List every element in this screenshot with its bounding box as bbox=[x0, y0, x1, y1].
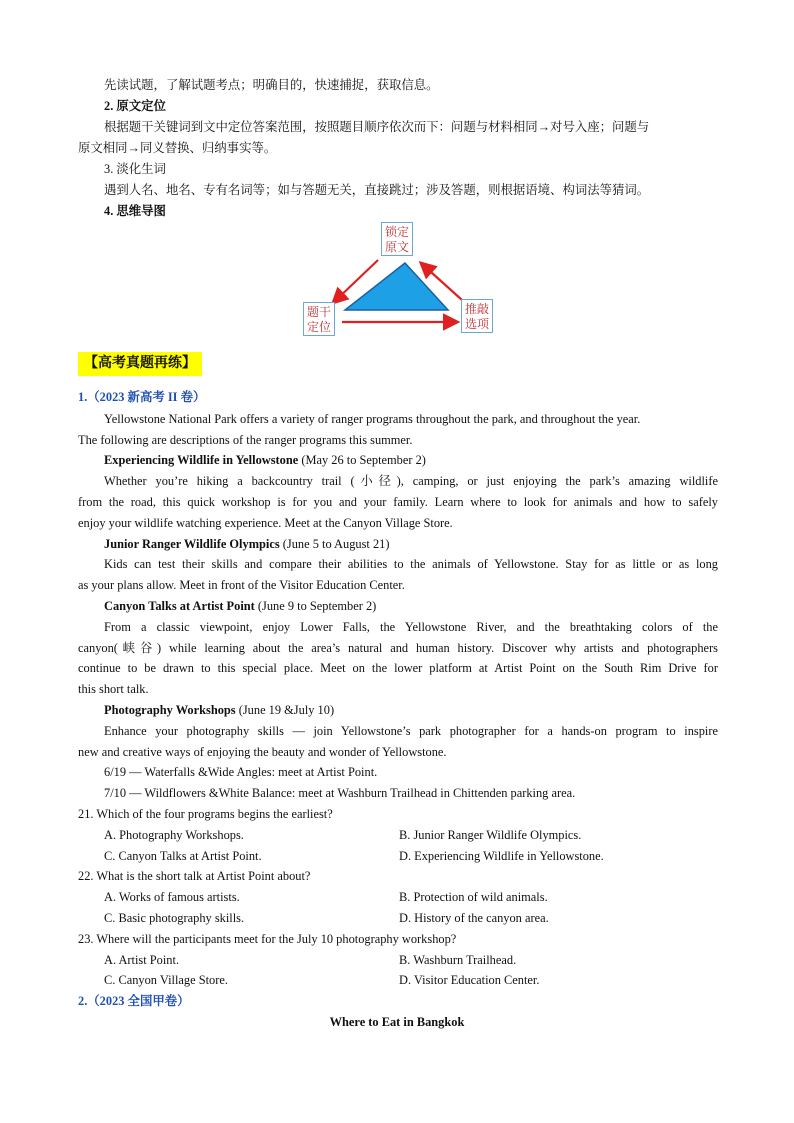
passage-title: Where to Eat in Bangkok bbox=[329, 1015, 465, 1029]
wildlife-line-1: Whether you’re hiking a backcountry trail (小径), camping, or just enjoying the park’s amazing wildlife bbox=[104, 474, 718, 488]
option-22-d: D. History of the canyon area. bbox=[399, 911, 549, 925]
question-22: 22. What is the short talk at Artist Point about? bbox=[78, 869, 311, 883]
intro-paragraph-3: 遇到人名、地名、专有名词等；如与答题无关，直接跳过；涉及答题，则根据语境、构词法等猜词。 bbox=[104, 183, 650, 197]
mind-map-triangle bbox=[345, 263, 448, 310]
node-text-line: 选项 bbox=[464, 317, 489, 331]
program-title: Photography Workshops bbox=[104, 703, 236, 717]
program-heading-wildlife bbox=[104, 452, 426, 469]
option-23-a: A. Artist Point. bbox=[104, 953, 180, 967]
mind-map-node-stem-locate bbox=[303, 302, 335, 336]
option-23-d: D. Visitor Education Center. bbox=[399, 973, 540, 987]
question-label-1: 1.（2023 新高考 II 卷） bbox=[78, 390, 206, 404]
heading-mind-map: 4. 思维导图 bbox=[104, 204, 166, 218]
olympics-line-2: as your plans allow. Meet in front of the Visitor Education Center. bbox=[78, 578, 405, 592]
heading-source-location: 2. 原文定位 bbox=[104, 99, 166, 113]
program-title: Experiencing Wildlife in Yellowstone bbox=[104, 453, 299, 467]
node-text-line: 推敲 bbox=[464, 302, 489, 316]
mind-map-node-locate-source bbox=[381, 222, 413, 256]
q1-intro-line-1: Yellowstone National Park offers a variety of ranger programs throughout the park, and throughout the year. bbox=[104, 412, 641, 426]
program-title: Junior Ranger Wildlife Olympics bbox=[104, 537, 280, 551]
photography-line-2: new and creative ways of enjoying the beauty and wonder of Yellowstone. bbox=[78, 745, 447, 759]
program-date: (June 19 &July 10) bbox=[235, 703, 335, 717]
node-text-line: 定位 bbox=[306, 320, 331, 334]
q1-intro-line-2: The following are descriptions of the ranger programs this summer. bbox=[78, 433, 413, 447]
canyon-line-2: canyon(峡谷) while learning about the area’s natural and human history. Discover why artists and photographers bbox=[78, 641, 718, 655]
program-date: (June 9 to September 2) bbox=[254, 599, 377, 613]
heading-fade-new-words: 3. 淡化生词 bbox=[104, 162, 166, 176]
option-22-a: A. Works of famous artists. bbox=[104, 890, 240, 904]
question-21: 21. Which of the four programs begins the earliest? bbox=[78, 807, 333, 821]
section-banner: 【高考真题再练】 bbox=[78, 352, 202, 376]
node-text-line: 题干 bbox=[306, 305, 331, 319]
option-23-c: C. Canyon Village Store. bbox=[104, 973, 228, 987]
intro-paragraph-1: 先读试题，了解试题考点；明确目的，快速捕捉，获取信息。 bbox=[104, 78, 439, 92]
option-21-c: C. Canyon Talks at Artist Point. bbox=[104, 849, 262, 863]
option-21-b: B. Junior Ranger Wildlife Olympics. bbox=[399, 828, 582, 842]
wildlife-line-2: from the road, this quick workshop is for you and your family. Learn where to look for animals and how to safely bbox=[78, 495, 718, 509]
option-21-a: A. Photography Workshops. bbox=[104, 828, 244, 842]
option-23-b: B. Washburn Trailhead. bbox=[399, 953, 517, 967]
program-heading-olympics bbox=[104, 536, 389, 553]
program-heading-photography bbox=[104, 702, 334, 719]
wildlife-line-3: enjoy your wildlife watching experience. Meet at the Canyon Village Store. bbox=[78, 516, 453, 530]
question-label-2: 2.（2023 全国甲卷） bbox=[78, 994, 190, 1008]
canyon-line-3: continue to be drawn to this special place. Meet on the lower platform at Artist Point on the South Rim Drive for bbox=[78, 661, 718, 675]
photography-line-1: Enhance your photography skills — join Yellowstone’s park photographer for a hands-on program to inspire bbox=[104, 724, 718, 738]
question-23: 23. Where will the participants meet for the July 10 photography workshop? bbox=[78, 932, 457, 946]
intro-paragraph-2a: 根据题干关键词到文中定位答案范围，按照题目顺序依次而下：问题与材料相同→对号入座；问题与 bbox=[104, 120, 650, 134]
canyon-line-4: this short talk. bbox=[78, 682, 149, 696]
photography-line-4: 7/10 — Wildflowers &White Balance: meet at Washburn Trailhead in Chittenden parking area. bbox=[104, 786, 576, 800]
program-title: Canyon Talks at Artist Point bbox=[104, 599, 255, 613]
node-text-line: 原文 bbox=[384, 240, 409, 254]
option-21-d: D. Experiencing Wildlife in Yellowstone. bbox=[399, 849, 604, 863]
option-22-b: B. Protection of wild animals. bbox=[399, 890, 548, 904]
photography-line-3: 6/19 — Waterfalls &Wide Angles: meet at Artist Point. bbox=[104, 765, 378, 779]
intro-paragraph-2b: 原文相同→同义替换、归纳事实等。 bbox=[78, 141, 277, 155]
option-22-c: C. Basic photography skills. bbox=[104, 911, 245, 925]
canyon-line-1: From a classic viewpoint, enjoy Lower Falls, the Yellowstone River, and the breathtaking colors of the bbox=[104, 620, 718, 634]
node-text-line: 锁定 bbox=[384, 225, 409, 239]
mind-map-node-weigh-options bbox=[461, 299, 493, 333]
olympics-line-1: Kids can test their skills and compare their abilities to the animals of Yellowstone. Stay for as little or as long bbox=[104, 557, 718, 571]
program-date: (May 26 to September 2) bbox=[298, 453, 426, 467]
program-date: (June 5 to August 21) bbox=[279, 537, 390, 551]
program-heading-canyon bbox=[104, 598, 376, 615]
